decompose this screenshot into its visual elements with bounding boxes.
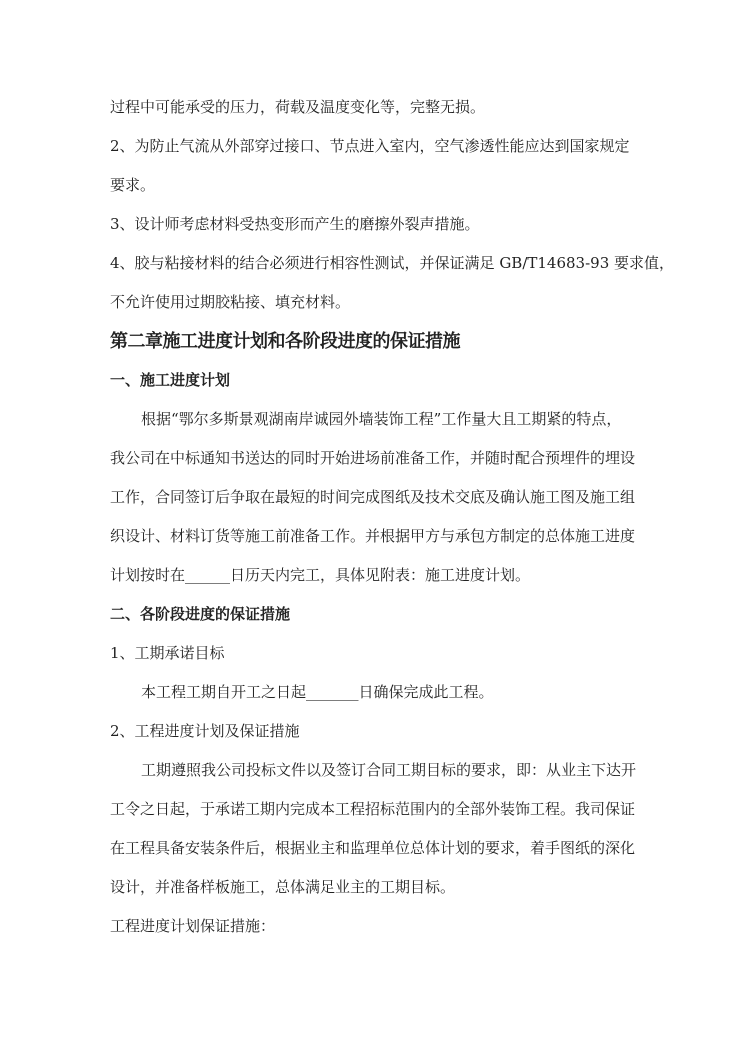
- section-heading-2: 二、各阶段进度的保证措施: [110, 605, 291, 623]
- text-line: 在工程具备安装条件后，根据业主和监理单位总体计划的要求，着手图纸的深化: [110, 839, 636, 857]
- text-line: 2、工程进度计划及保证措施: [110, 722, 300, 740]
- text-line: 织设计、材料订货等施工前准备工作。并根据甲方与承包方制定的总体施工进度: [110, 527, 636, 545]
- text-line: 设计，并准备样板施工，总体满足业主的工期目标。: [110, 878, 456, 896]
- text-line-with-blank: 本工程工期自开工之日起_______日确保完成此工程。: [141, 683, 494, 701]
- chapter-heading: 第二章施工进度计划和各阶段进度的保证措施: [110, 331, 460, 352]
- text-line: 2、为防止气流从外部穿过接口、节点进入室内，空气渗透性能应达到国家规定: [110, 137, 630, 155]
- text-line: 工期遵照我公司投标文件以及签订合同工期目标的要求，即：从业主下达开: [141, 761, 637, 779]
- text-line: 1、工期承诺目标: [110, 644, 225, 662]
- text-line: 我公司在中标通知书送达的同时开始进场前准备工作，并随时配合预埋件的埋设: [110, 449, 636, 467]
- text-line-with-blank: 计划按时在______日历天内完工，具体见附表：施工进度计划。: [110, 566, 531, 584]
- text-line: 要求。: [110, 176, 156, 194]
- text-line: 3、设计师考虑材料受热变形而产生的磨擦外裂声措施。: [110, 215, 480, 233]
- text-line: 过程中可能承受的压力，荷载及温度变化等，完整无损。: [110, 98, 486, 116]
- text-line: 工作，合同签订后争取在最短的时间完成图纸及技术交底及确认施工图及施工组: [110, 488, 636, 506]
- text-line: 工程进度计划保证措施：: [110, 917, 276, 935]
- text-line: 根据“鄂尔多斯景观湖南岸诚园外墙装饰工程”工作量大且工期紧的特点，: [141, 410, 622, 428]
- text-line: 不允许使用过期胶粘接、填充材料。: [110, 293, 351, 311]
- text-line: 4、胶与粘接材料的结合必须进行相容性测试，并保证满足 GB/T14683-93 要求值，: [110, 254, 675, 272]
- text-line: 工令之日起，于承诺工期内完成本工程招标范围内的全部外装饰工程。我司保证: [110, 800, 636, 818]
- section-heading-1: 一、施工进度计划: [110, 371, 231, 389]
